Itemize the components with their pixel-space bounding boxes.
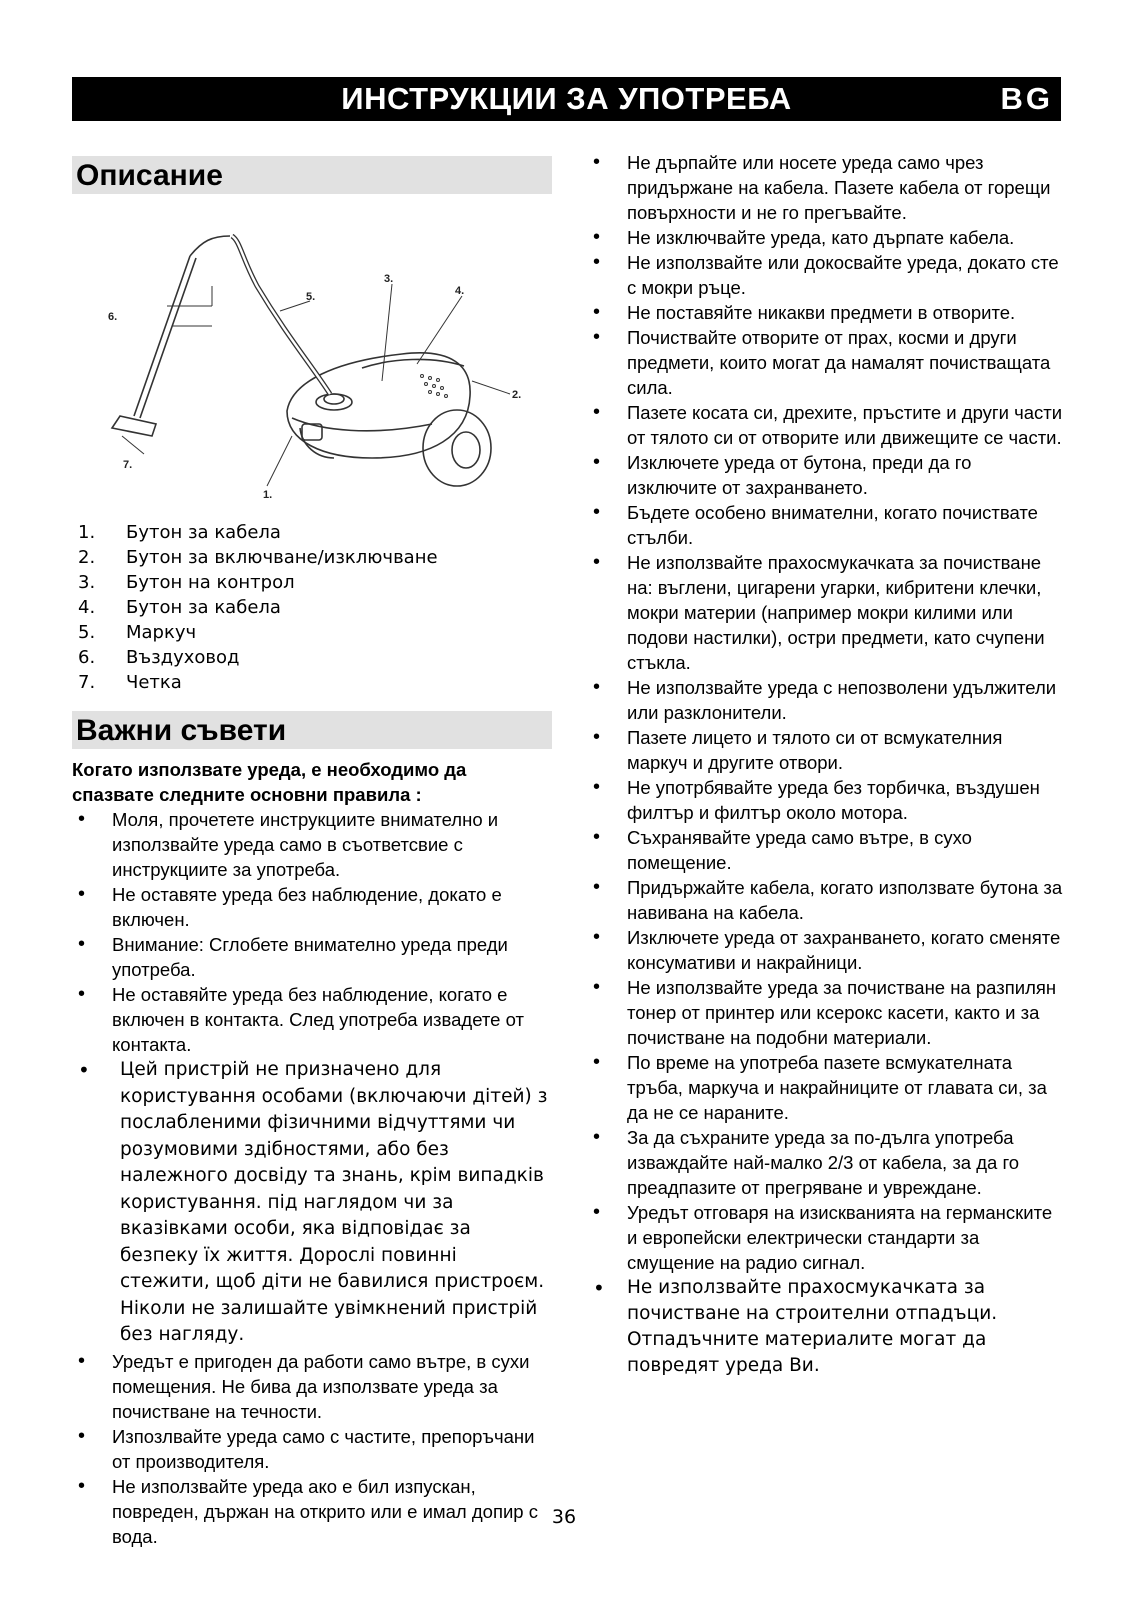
left-tips-list bbox=[72, 807, 552, 1549]
list-item: 5. Маркуч bbox=[78, 622, 197, 643]
list-item: • Не изключвайте уреда, като дърпате кабела. bbox=[587, 225, 1065, 250]
diagram-label-7: 7. bbox=[123, 459, 133, 471]
list-item: • Изключете уреда от захранването, когато сменяте консумативи и накрайници. bbox=[587, 925, 1065, 975]
page-title: ИНСТРУКЦИИ ЗА УПОТРЕБА bbox=[341, 81, 792, 116]
diagram-label-1: 1. bbox=[263, 489, 273, 501]
list-item: 6. Въздуховод bbox=[78, 647, 240, 668]
list-item: • Не използвайте уреда ако е бил изпускан, повреден, държан на открито или е имал допир с вода. bbox=[72, 1474, 552, 1549]
left-column bbox=[72, 156, 552, 1549]
list-item: • Не поставяйте никакви предмети в отворите. bbox=[587, 300, 1065, 325]
list-item: • Изключете уреда от бутона, преди да го изключите от захранването. bbox=[587, 450, 1065, 500]
list-item: • Пазете косата си, дрехите, пръстите и други части от тялото си от отворите или движещите се части. bbox=[587, 400, 1065, 450]
list-item: • Цей пристрій не призначено для користування особами (включаючи дітей) з послабленими фізичними відчуттями чи розумовими здібностями, або без належного досвіду та знань, крім випадків користування. під наглядом чи за вказівками особи, яка відповідає за безпеку їх життя. Дорослі повинні стежити, щоб діти не бавилися пристроєм. Ніколи не залишайте увімкнений пристрій без нагляду. bbox=[72, 1057, 552, 1349]
list-item: • Не използвайте или докосвайте уреда, докато сте с мокри ръце. bbox=[587, 250, 1065, 300]
diagram-label-6: 6. bbox=[108, 311, 118, 323]
list-item: • Не използвайте прахосмукачката за почистване на строителни отпадъци. Отпадъчните материалите могат да повредят уреда Ви. bbox=[587, 1275, 1065, 1379]
list-item: • Моля, прочетете инструкциите внимателно и използвайте уреда само в съответсвие с инструкциите за употреба. bbox=[72, 807, 552, 882]
list-item: 3. Бутон на контрол bbox=[78, 572, 295, 593]
list-item: • По време на употреба пазете всмукателната тръба, маркуча и накрайниците от главата си, за да не се нараните. bbox=[587, 1050, 1065, 1125]
list-item: 1. Бутон за кабела bbox=[78, 522, 281, 543]
tips-intro: Когато използвате уреда, е необходимо да спазвате следните основни правила : bbox=[72, 759, 467, 805]
list-item: • Внимание: Сглобете внимателно уреда преди употреба. bbox=[72, 932, 552, 982]
diagram-label-3: 3. bbox=[384, 273, 394, 285]
list-item: • Уредът е пригоден да работи само вътре, в сухи помещения. Не бива да използвате уреда за почистване на течности. bbox=[72, 1349, 552, 1424]
diagram-label-4: 4. bbox=[455, 285, 465, 297]
diagram-label-2: 2. bbox=[512, 389, 522, 401]
list-item: • Не оставяйте уреда без наблюдение, когато е включен в контакта. След употреба извадете от контакта. bbox=[72, 982, 552, 1057]
list-item: • Изпозлвайте уреда само с частите, препоръчани от производителя. bbox=[72, 1424, 552, 1474]
list-item: • Не използвайте прахосмукачката за почистване на: въглени, цигарени угарки, кибритени клечки, мокри материи (например мокри килими или подови настилки), остри предмети, като счупени стъкла. bbox=[587, 550, 1065, 675]
vacuum-cleaner-illustration bbox=[72, 196, 552, 514]
language-code: BG bbox=[1000, 81, 1053, 116]
list-item: • Почиствайте отворите от прах, косми и други предмети, които могат да намалят почистващата сила. bbox=[587, 325, 1065, 400]
list-item: • Уредът отговаря на изискванията на германските и европейски електрически стандарти за смущение на радио сигнал. bbox=[587, 1200, 1065, 1275]
list-item: 7. Четка bbox=[78, 672, 182, 693]
parts-list bbox=[72, 520, 552, 695]
tips-title: Важни съвети bbox=[72, 711, 552, 749]
list-item: 4. Бутон за кабела bbox=[78, 597, 281, 618]
diagram-label-5: 5. bbox=[306, 291, 316, 303]
list-item: • За да съхраните уреда за по-дълга употреба изваждайте най-малко 2/3 от кабела, за да го преадпазите от прегряване и увреждане. bbox=[587, 1125, 1065, 1200]
header-bar bbox=[72, 77, 1061, 121]
list-item: 2. Бутон за включване/изключване bbox=[78, 547, 438, 568]
right-column bbox=[587, 150, 1065, 1379]
list-item: • Не употрбявайте уреда без торбичка, въздушен филтър и филтър около мотора. bbox=[587, 775, 1065, 825]
list-item: • Бъдете особено внимателни, когато почиствате стълби. bbox=[587, 500, 1065, 550]
list-item: • Не използвайте уреда с непозволени удължители или разклонители. bbox=[587, 675, 1065, 725]
list-item: • Не използвайте уреда за почистване на разпилян тонер от принтер или ксерокс касети, както и за почистване на подобни материали. bbox=[587, 975, 1065, 1050]
description-title: Описание bbox=[72, 156, 552, 194]
list-item: • Не оставяте уреда без наблюдение, докато е включен. bbox=[72, 882, 552, 932]
list-item: • Съхранявайте уреда само вътре, в сухо помещение. bbox=[587, 825, 1065, 875]
list-item: • Придържайте кабела, когато използвате бутона за навивана на кабела. bbox=[587, 875, 1065, 925]
list-item: • Пазете лицето и тялото си от всмукателния маркуч и другите отвори. bbox=[587, 725, 1065, 775]
vacuum-diagram bbox=[72, 196, 552, 514]
page-number: 36 bbox=[551, 1506, 577, 1528]
right-tips-list bbox=[587, 150, 1065, 1379]
list-item: • Не дърпайте или носете уреда само чрез придържане на кабела. Пазете кабела от горещи повърхности и не го прегъвайте. bbox=[587, 150, 1065, 225]
